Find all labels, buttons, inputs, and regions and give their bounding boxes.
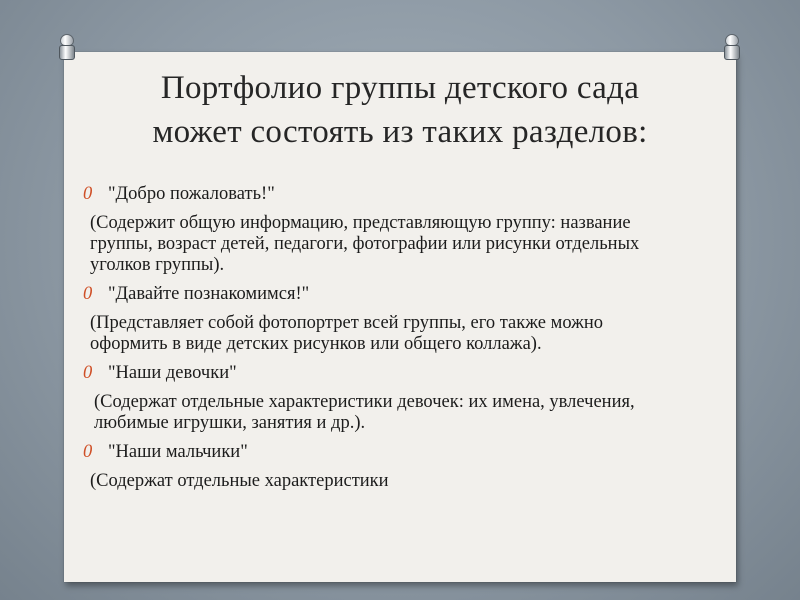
section-heading: "Наши девочки" [108, 363, 237, 383]
bullet-icon: 0 [83, 442, 93, 462]
list-item [82, 284, 682, 305]
bullet-icon: 0 [83, 363, 93, 383]
section-heading: "Наши мальчики" [108, 442, 248, 462]
section-description: (Содержат отдельные характеристики девочек: их имена, увлечения, любимые игрушки, занятия и др.). [94, 392, 635, 433]
pushpin-icon [58, 34, 76, 62]
bullet-icon: 0 [83, 184, 93, 204]
slide-title [64, 66, 736, 154]
bullet-icon: 0 [83, 284, 93, 304]
list-item [82, 184, 682, 205]
title-line-1: Портфолио группы детского сада [160, 70, 640, 106]
section-heading: "Давайте познакомимся!" [108, 284, 310, 304]
list-item [82, 442, 682, 463]
section-description: (Представляет собой фотопортрет всей группы, его также можно оформить в виде детских рисунков или общего коллажа). [90, 313, 604, 354]
section-description: (Содержат отдельные характеристики [90, 471, 389, 491]
pushpin-icon [723, 34, 741, 62]
section-description: (Содержит общую информацию, представляющую группу: название группы, возраст детей, педагоги, фотографии или рисунки отдельных уголков группы). [90, 213, 640, 275]
list-item [82, 363, 682, 384]
section-list [82, 184, 682, 500]
title-line-2: может состоять из таких разделов: [152, 114, 648, 150]
section-heading: "Добро пожаловать!" [108, 184, 275, 204]
